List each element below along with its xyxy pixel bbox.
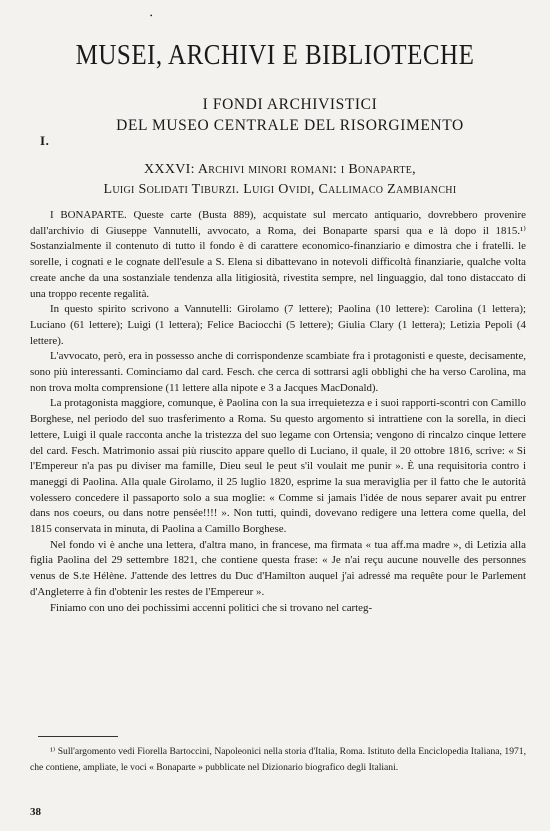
footnote-divider: [38, 736, 118, 737]
running-header: MUSEI, ARCHIVI E BIBLIOTECHE: [75, 40, 475, 71]
article-part-number: I.: [40, 133, 50, 148]
paragraph: Nel fondo vi è anche una lettera, d'altra mano, in francese, ma firmata « tua aff.ma madre », di Letizia alla figlia Paolina del 29 settembre 1821, che contiene questa frase: « Je n'ai reçu aucune nouvelle des personnes venus de S.te Hélène. J'attende des lettres du Duc d'Hamilton auquel j'ai adressé ma requête pour le Parlement d'Angleterre à fin d'obtenir les restes de l'Empereur ».: [30, 538, 526, 598]
page-number: 38: [30, 806, 41, 818]
printer-mark: •: [150, 12, 153, 20]
paragraph: L'avvocato, però, era in possesso anche di corrispondenze scambiate fra i protagonisti e queste, decisamente, sono più interessanti. Cominciamo dal card. Fesch. che cerca di sottrarsi agli obblighi che ha verso Carolina, ma non trova molta comprensione (11 lettere alla nipote e 3 a Jacques MacDonald).: [30, 350, 526, 394]
article-title-line-1: I FONDI ARCHIVISTICI: [202, 96, 378, 113]
paragraph: La protagonista maggiore, comunque, è Paolina con la sua irrequietezza e i suoi rapporti-scontri con Camillo Borghese, nel periodo del suo trasferimento a Roma. Su questo argomento si intrattiene con la sorella, in dieci lettere, Luigi il quale racconta anche la tristezza del suo legame con Ortensia; vengono di rincalzo cinque lettere del card. Fesch. Matrimonio assai più riuscito appare quello di Luciano, il quale, il 20 ottobre 1816, scrive: « Si l'Empereur n'a pas pu diviser ma famille, Dieu seul le peut s'il voulait me punir ». È una requisitoria contro i maneggi di Paolina. Alla quale Girolamo, il 25 luglio 1820, esprime la sua meraviglia per il fatto che le autorità volessero concedere il passaporto solo a sua moglie: « Comme si jamais l'idée de nous separer avait pu entrer dans nos coeurs, ou dans notre pensée!!!! ». Non tutti, quindi, dovevano redigere una lettera come quella, del 1815 conservata in minuta, di Paolina a Camillo Borghese.: [30, 397, 526, 536]
section-subtitle-line-1: XXXVI: Archivi minori romani: i Bonaparte,: [144, 162, 416, 177]
paragraph: I BONAPARTE. Queste carte (Busta 889), acquistate sul mercato antiquario, dovrebbero provenire dall'archivio di Giuseppe Vannutelli, avvocato, a Roma, dei Bonaparte sparsi qua e là dopo il 1815.¹⁾ Sostanzialmente il contenuto di tutto il fondo è di carattere economico-finanziario e dimostra che i fratelli. le sorelle, i cognati e le cognate dell'esule a S. Elena si dibattevano in notevoli difficoltà finanziarie, qualche volta create anche da una sostanziale tendenza alla litigiosità, rivestita sempre, nel linguaggio, dal tono distaccato di una troppo recente regalità.: [30, 209, 526, 300]
section-subtitle-line-2: Luigi Solidati Tiburzi. Luigi Ovidi, Callimaco Zambianchi: [103, 182, 457, 197]
footnote: ¹⁾ Sull'argomento vedi Fiorella Bartoccini, Napoleonici nella storia d'Italia, Roma. Istituto della Enciclopedia Italiana, 1971, che contiene, ampliate, le voci « Bonaparte » pubblicate nel Dizionario biografico degli Italiani.: [30, 746, 526, 773]
footnotes: [30, 744, 526, 775]
body-text: [30, 208, 526, 616]
paragraph: In questo spirito scrivono a Vannutelli: Girolamo (7 lettere); Paolina (10 lettere): Carolina (1 lettera); Luciano (61 lettere); Luigi (1 lettera); Felice Baciocchi (5 lettere); Giulia Clary (1 lettera); Letizia Pepoli (4 lettere).: [30, 303, 526, 347]
paragraph: Finiamo con uno dei pochissimi accenni politici che si trovano nel carteg-: [50, 601, 373, 614]
article-title-line-2: DEL MUSEO CENTRALE DEL RISORGIMENTO: [116, 117, 464, 134]
